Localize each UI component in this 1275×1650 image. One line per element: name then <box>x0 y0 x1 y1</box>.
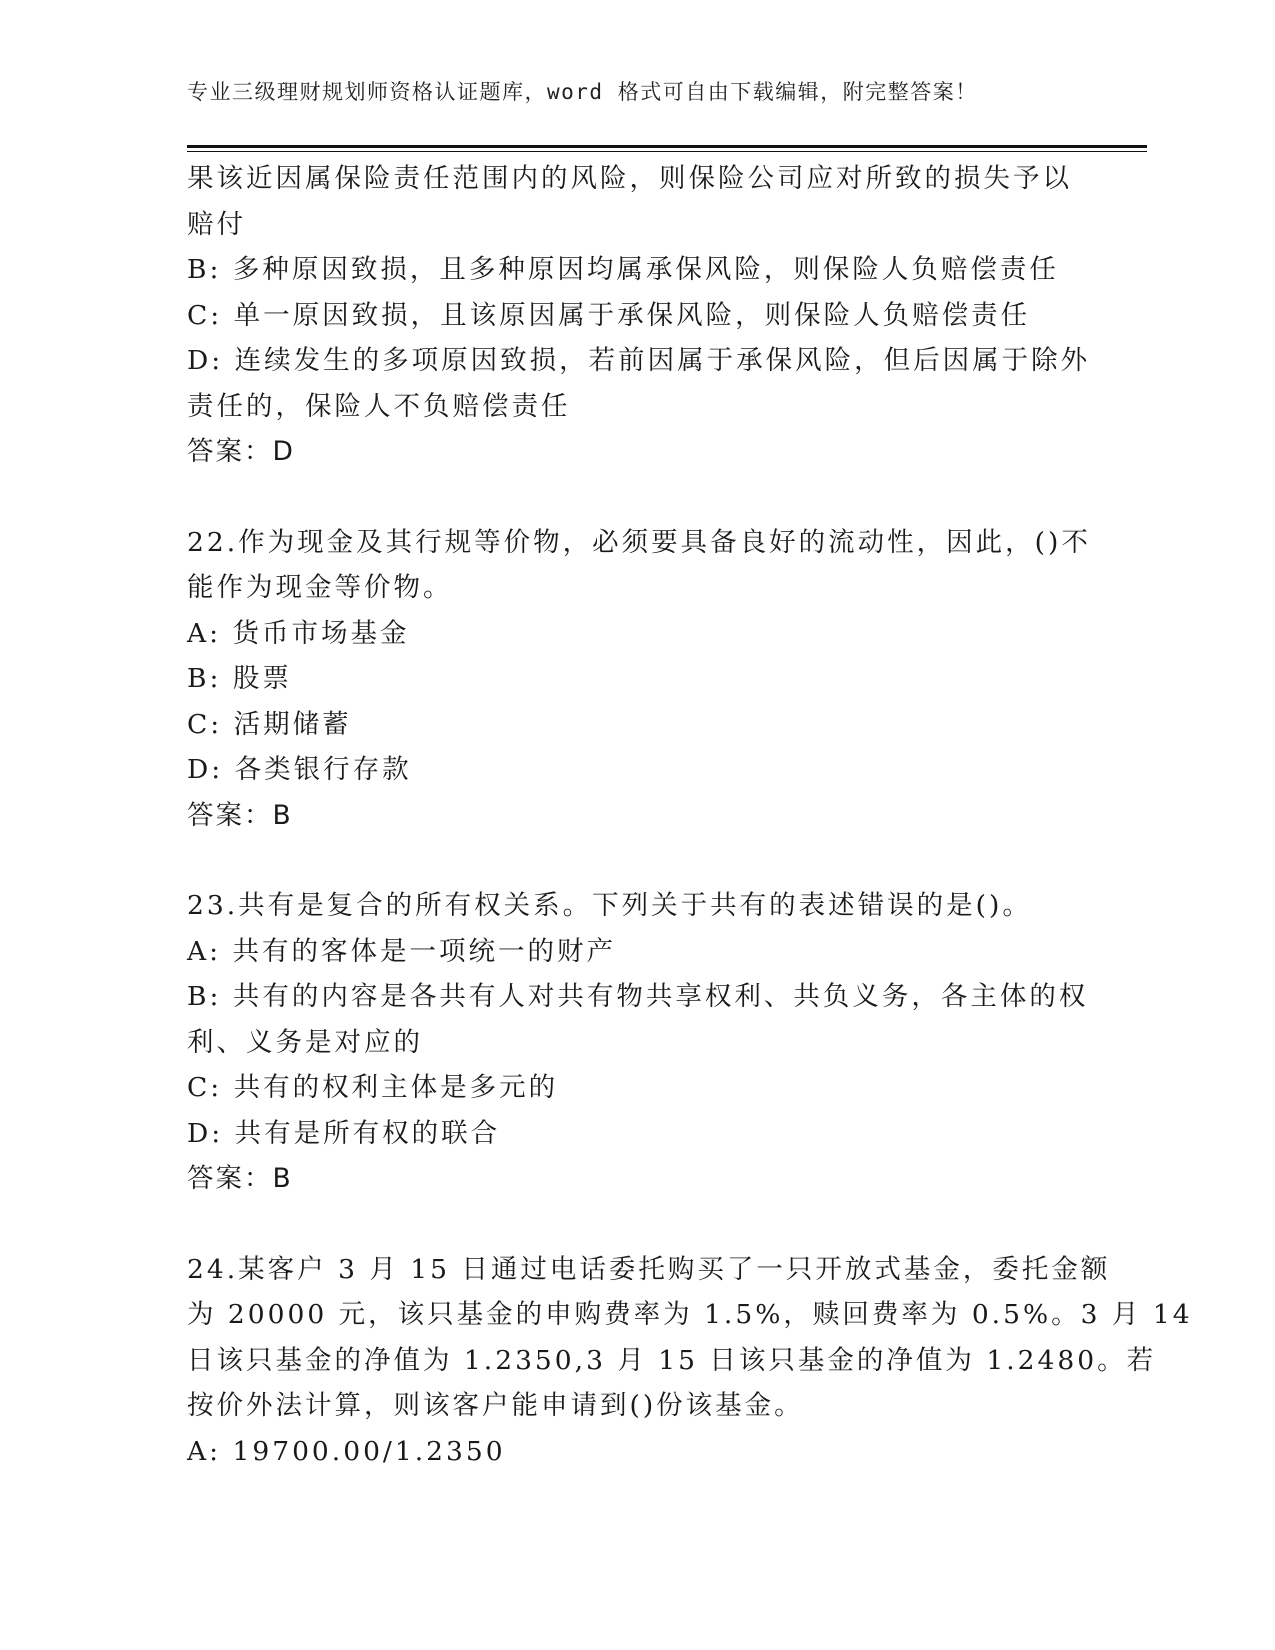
answer-line: 答案：D <box>187 436 295 467</box>
option-line: C: 单一原因致损，且该原因属于承保风险，则保险人负赔偿责任 <box>187 299 1031 331</box>
question-text-line: 22.作为现金及其行规等价物，必须要具备良好的流动性，因此，()不 <box>187 526 1091 558</box>
question-block <box>187 1247 1193 1475</box>
question-text-line: 24.某客户 3 月 15 日通过电话委托购买了一只开放式基金，委托金额 <box>187 1253 1111 1285</box>
option-line: 责任的，保险人不负赔偿责任 <box>187 390 571 422</box>
option-line: D: 各类银行存款 <box>187 754 412 785</box>
answer-line: 答案：B <box>187 1163 293 1194</box>
answer-line: 答案：B <box>187 799 293 831</box>
question-text-line: 23.共有是复合的所有权关系。下列关于共有的表述错误的是()。 <box>187 890 1032 921</box>
option-line: B: 多种原因致损，且多种原因均属承保风险，则保险人负赔偿责任 <box>187 254 1059 285</box>
option-line: C: 共有的权利主体是多元的 <box>187 1072 559 1103</box>
option-line: A: 19700.00/1.2350 <box>187 1435 506 1467</box>
header-rule-thick <box>187 145 1147 148</box>
option-line: C: 活期储蓄 <box>187 708 352 740</box>
option-line: A: 共有的客体是一项统一的财产 <box>187 935 616 967</box>
option-line: B: 共有的内容是各共有人对共有物共享权利、共负义务，各主体的权 <box>187 981 1089 1012</box>
question-gap <box>187 475 1077 520</box>
question-gap <box>187 838 1077 883</box>
header-rule-thin <box>187 151 1147 152</box>
question-block <box>187 883 1089 1202</box>
question-block <box>187 156 1091 475</box>
option-line: B: 股票 <box>187 663 292 694</box>
question-gap <box>187 1202 1077 1247</box>
question-text-line: 为 20000 元，该只基金的申购费率为 1.5%，赎回费率为 0.5%。3 月 14 <box>187 1299 1193 1330</box>
option-line: A: 货币市场基金 <box>187 617 410 649</box>
question-block <box>187 520 1091 839</box>
option-line: D: 连续发生的多项原因致损，若前因属于承保风险，但后因属于除外 <box>187 345 1091 376</box>
question-text-line: 按价外法计算，则该客户能申请到()份该基金。 <box>187 1390 804 1421</box>
option-line: 利、义务是对应的 <box>187 1026 423 1058</box>
question-text-line: 赔付 <box>187 208 246 240</box>
question-text-line: 能作为现金等价物。 <box>187 572 453 603</box>
question-text-line: 果该近因属保险责任范围内的风险，则保险公司应对所致的损失予以 <box>187 163 1072 194</box>
question-text-line: 日该只基金的净值为 1.2350,3 月 15 日该只基金的净值为 1.2480。若 <box>187 1344 1157 1376</box>
page-header: 专业三级理财规划师资格认证题库，word 格式可自由下载编辑，附完整答案！ <box>187 80 978 104</box>
option-line: D: 共有是所有权的联合 <box>187 1117 501 1149</box>
question-content <box>187 156 1193 1474</box>
